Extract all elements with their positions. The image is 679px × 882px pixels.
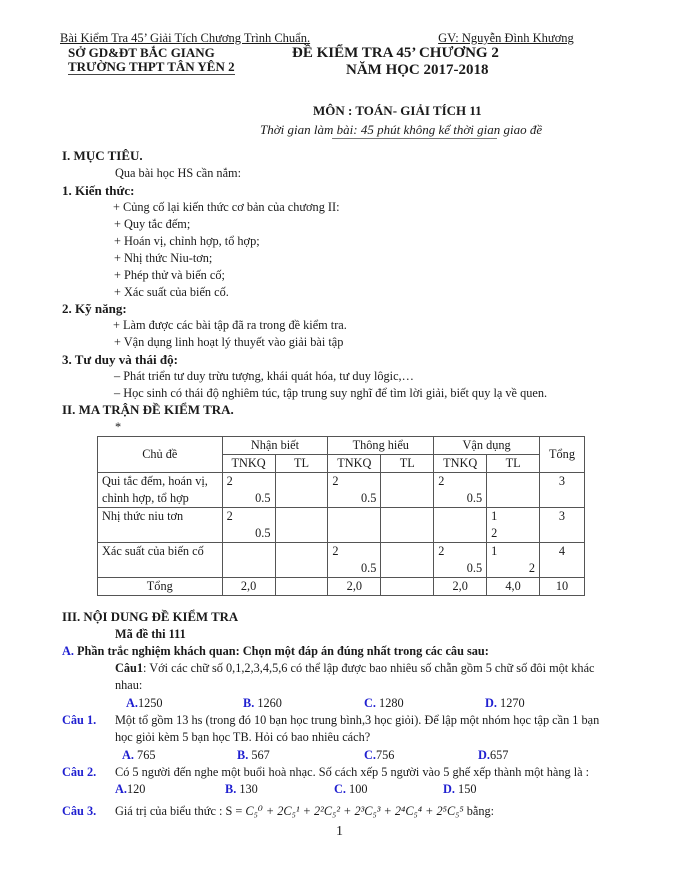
topic-cell: Qui tắc đếm, hoán vị, chỉnh hợp, tổ hợp [98,473,223,508]
exam-code: Mã đề thi 111 [115,627,186,641]
section-2-title: II. MA TRẬN ĐỀ KIỂM TRA. [62,402,234,417]
matrix-cell: 2 0.5 [328,543,381,578]
part-a-heading: A. Phần trắc nghiệm khách quan: Chọn một đáp án đúng nhất trong các câu sau: [62,644,489,658]
sub-header: TNKQ [434,455,487,473]
attitude-item: – Phát triển tư duy trừu tượng, khái quát hóa, tư duy lôgic,… [114,369,414,383]
question-3-text: Giá trị của biểu thức : S = C₅⁰ + 2C₅¹ + 2²C₅² + 2³C₅³ + 2⁴C₅⁴ + 2⁵C₅⁵ bằng: [115,804,495,818]
matrix-cell: 2 0.5 [222,473,275,508]
matrix-cell [328,508,381,543]
question-3-label: Câu 3. [62,804,97,818]
question-1-cont: học giỏi kèm 5 bạn học TB. Hỏi có bao nhiêu cách? [115,730,371,744]
q2-option-b[interactable]: B. 130 [225,782,258,796]
total-cell: 2,0 [328,578,381,596]
exam-title: ĐỀ KIỂM TRA 45’ CHƯƠNG 2 [292,45,499,61]
total-cell: 4,0 [487,578,540,596]
matrix-cell [487,473,540,508]
subject-line: MÔN : TOÁN- GIẢI TÍCH 11 [313,103,482,118]
col-group-header: Thông hiểu [328,437,434,455]
q1-option-b[interactable]: B. 567 [237,748,270,762]
question-1-text: Một tổ gồm 13 hs (trong đó 10 bạn học trung bình,3 học giỏi). Để lập một nhóm học tập cần 1 bạn [115,713,600,727]
table-row [98,508,585,543]
sub-header: TL [487,455,540,473]
knowledge-item: + Xác suất của biến cố. [114,285,229,299]
total-cell: 2,0 [222,578,275,596]
skills-item: + Vận dụng linh hoạt lý thuyết vào giải bài tập [114,335,344,349]
sub-header: TL [381,455,434,473]
test-matrix-table [97,436,585,596]
q0-option-a[interactable]: A.1250 [126,696,163,710]
department-name: SỞ GD&ĐT BẮC GIANG [68,45,215,60]
matrix-cell: 2 0.5 [222,508,275,543]
total-cell: 2,0 [434,578,487,596]
matrix-cell [275,508,328,543]
q2-option-a[interactable]: A.120 [115,782,146,796]
duration-line: Thời gian làm bài: 45 phút không kể thời gian giao đề [260,122,543,137]
matrix-cell: 1 2 [487,543,540,578]
knowledge-item: + Quy tắc đếm; [114,217,191,231]
section-1-title: I. MỤC TIÊU. [62,148,143,163]
knowledge-title: 1. Kiến thức: [62,183,135,198]
question-0: Câu1: Với các chữ số 0,1,2,3,4,5,6 có thể lập được bao nhiêu số chẵn gồm 5 chữ số đôi một khác [115,661,595,675]
teacher-name: GV: Nguyễn Đình Khương [438,31,574,45]
topic-cell: Nhị thức niu tơn [98,508,223,543]
q0-option-c[interactable]: C. 1280 [364,696,404,710]
page-number: 1 [336,824,343,839]
q1-option-a[interactable]: A. 765 [122,748,156,762]
topic-cell: Xác suất của biến cố [98,543,223,578]
table-row [98,473,585,508]
sub-header: TNKQ [328,455,381,473]
col-group-header: Nhận biết [222,437,328,455]
skills-title: 2. Kỹ năng: [62,301,127,316]
q2-option-c[interactable]: C. 100 [334,782,368,796]
total-cell [381,578,434,596]
total-label: Tổng [98,578,223,596]
col-group-header: Vận dụng [434,437,540,455]
col-total-header: Tổng [540,437,585,473]
table-row [98,543,585,578]
matrix-cell: 1 2 [487,508,540,543]
formula: C₅⁰ + 2C₅¹ + 2²C₅² + 2³C₅³ + 2⁴C₅⁴ + 2⁵C₅⁵ [245,804,464,818]
row-total: 3 [540,473,585,508]
course-title: Bài Kiểm Tra 45’ Giải Tích Chương Trình Chuẩn. [60,31,311,45]
knowledge-item: + Nhị thức Niu-tơn; [114,251,213,265]
question-0-cont: nhau: [115,678,143,692]
table-header-row [98,437,585,455]
total-cell [275,578,328,596]
row-total: 4 [540,543,585,578]
matrix-cell: 2 0.5 [434,473,487,508]
sub-header: TNKQ [222,455,275,473]
section-1-intro: Qua bài học HS cần nắm: [115,166,242,180]
question-2-label: Câu 2. [62,765,97,779]
sub-header: TL [275,455,328,473]
matrix-cell [275,543,328,578]
matrix-cell [275,473,328,508]
col-topic-header: Chủ đề [98,437,223,473]
matrix-cell: 2 0.5 [434,543,487,578]
question-1-label: Câu 1. [62,713,97,727]
matrix-cell [434,508,487,543]
duration-underline [332,138,497,139]
row-total: 3 [540,508,585,543]
knowledge-item: + Phép thử và biến cố; [114,268,225,282]
matrix-cell [222,543,275,578]
table-total-row [98,578,585,596]
grand-total: 10 [540,578,585,596]
school-year: NĂM HỌC 2017-2018 [346,62,489,78]
q2-option-d[interactable]: D. 150 [443,782,477,796]
question-2-text: Có 5 người đến nghe một buổi hoà nhạc. Số cách xếp 5 người vào 5 ghế xếp thành một hàng là : [115,765,590,779]
q1-option-c[interactable]: C.756 [364,748,395,762]
matrix-cell [381,543,434,578]
q0-option-d[interactable]: D. 1270 [485,696,525,710]
q0-option-b[interactable]: B. 1260 [243,696,282,710]
knowledge-item: + Hoán vị, chỉnh hợp, tổ hợp; [114,234,260,248]
matrix-cell [381,473,434,508]
matrix-cell: 2 0.5 [328,473,381,508]
q1-option-d[interactable]: D.657 [478,748,509,762]
attitude-title: 3. Tư duy và thái độ: [62,352,178,367]
star-marker: * [115,420,122,434]
matrix-cell [381,508,434,543]
attitude-item: – Học sinh có thái độ nghiêm túc, tập trung suy nghĩ để tìm lời giải, biết quy lạ về quen. [114,386,548,400]
school-name: TRƯỜNG THPT TÂN YÊN 2 [68,59,235,74]
course-line [60,31,574,46]
knowledge-item: + Củng cố lại kiến thức cơ bản của chương II: [113,200,340,214]
section-3-title: III. NỘI DUNG ĐỀ KIỂM TRA [62,610,239,624]
skills-item: + Làm được các bài tập đã ra trong đề kiểm tra. [113,318,347,332]
